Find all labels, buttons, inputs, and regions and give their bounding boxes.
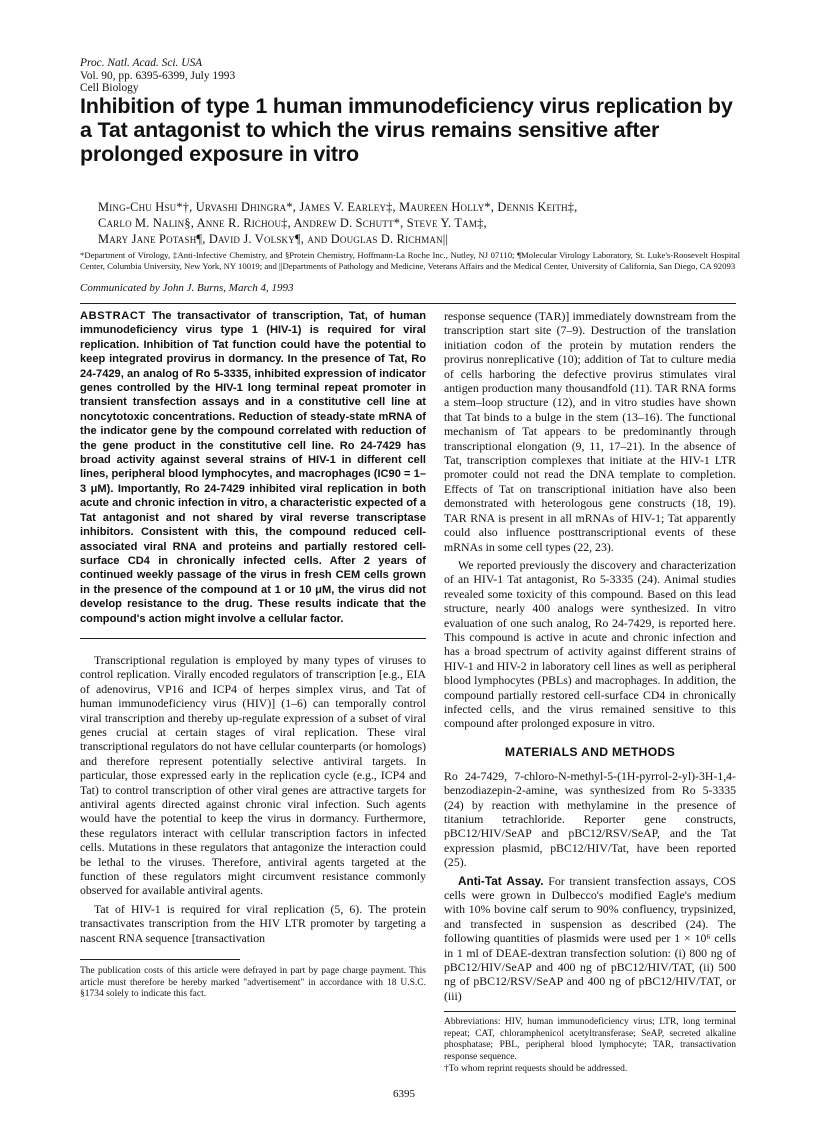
body-paragraph: We reported previously the discovery and characterization of an HIV-1 Tat antagonist, Ro 5-3335 (24). Animal studies revealed some toxicity of this compound. Based on this lead structure, nearly 400 analogs were synthesized. In vitro evaluation of one such analog, Ro 24-7429, is reported here. This compound is active in acute and chronic infection and has a broad spectrum of activity against different strains of HIV-1 and HIV-2 in laboratory cell lines as well as peripheral blood lymphocytes (PBLs) and macrophages. In addition, the compound partially restored cell-surface CD4 in chronically infected cells, and the virus remained sensitive to this compound after prolonged exposure in vitro.	[444, 557, 736, 731]
abstract-label: ABSTRACT	[80, 310, 146, 322]
journal-header	[80, 57, 235, 95]
anti-tat-label: Anti-Tat Assay.	[458, 873, 544, 888]
footnote-divider	[444, 1011, 736, 1012]
abstract-text: The transactivator of transcription, Tat, of human immunodeficiency virus type 1 (HIV-1) is required for viral replication. Inhibition of Tat function could have the potential to keep integrated provirus in dormancy. In the presence of Tat, Ro 24-7429, an analog of Ro 5-3335, inhibited expression of indicator genes controlled by the HIV-1 long terminal repeat promoter in transient transfection assays and in a constitutive cell line at noncytotoxic concentrations. Reduction of steady-state mRNA of the indicator gene by the compound correlated with reduction of the gene product in the constitutive cell line. Ro 24-7429 has broad activity against several strains of HIV-1 in different cell lines, peripheral blood lymphocytes, and macrophages (IC90 = 1–3 μM). Importantly, Ro 24-7429 inhibited viral replication in both acute and chronic infection in vitro, a characteristic expected of a Tat antagonist and not shared by viral reverse transcriptase inhibitors. Consistent with this, the compound reduced cell-associated viral RNA and proteins and partially restored cell-surface CD4 in chronically infected cells. After 2 years of continued weekly passage of the virus in fresh CEM cells grown in the presence of the compound at 1 or 10 μM, the virus did not develop resistance to the drug. These results indicate that the compound's action might involve a cellular factor.	[80, 310, 426, 625]
author-line: Ming-Chu Hsu*†, Urvashi Dhingra*, James V. Earley‡, Maureen Holly*, Dennis Keith‡,	[98, 200, 578, 214]
section-label: Cell Biology	[80, 82, 139, 94]
methods-paragraph: Ro 24-7429, 7-chloro-N-methyl-5-(1H-pyrrol-2-yl)-3H-1,4-benzodiazepin-2-amine, was synthesized from Ro 5-3335 (24) by reaction with methylamine in the presence of titanium tetrachloride. Reporter gene constructs, pBC12/HIV/SeAP and pBC12/RSV/SeAP, and the Tat expression plasmid, pBC12/HIV/Tat, have been reported (25).	[444, 768, 736, 870]
methods-paragraph	[444, 874, 736, 1004]
right-column	[444, 309, 736, 1075]
body-paragraph: Tat of HIV-1 is required for viral replication (5, 6). The protein transactivates transcription from the HIV LTR promoter by targeting a nascent RNA sequence [transactivation	[80, 901, 426, 945]
affiliations: *Department of Virology, ‡Anti-Infective Chemistry, and §Protein Chemistry, Hoffmann-La Roche Inc., Nutley, NJ 07110; ¶Molecular Virology Laboratory, St. Luke's-Roosevelt Hospital Center, Columbia University, New York, NY 10019; and ||Departments of Pathology and Medicine, Veterans Affairs and the Medical Center, University of California, San Diego, CA 92093	[80, 250, 740, 271]
reprint-note: †To whom reprint requests should be addressed.	[444, 1063, 628, 1074]
footnote-divider	[80, 959, 240, 960]
left-column	[80, 309, 426, 1001]
author-line: Mary Jane Potash¶, David J. Volsky¶, and Douglas D. Richman||	[98, 232, 449, 246]
abbreviations-note: Abbreviations: HIV, human immunodeficiency virus; LTR, long terminal repeat; CAT, chloramphenicol acetyltransferase; SeAP, secreted alkaline phosphatase; PBL, peripheral blood lymphocyte; TAR, transactivation response sequence.	[444, 1017, 736, 1063]
publication-cost-note: The publication costs of this article were defrayed in part by page charge payment. This article must therefore be hereby marked "advertisement" in accordance with 18 U.S.C. §1734 solely to indicate this fact.	[80, 966, 426, 1000]
author-line: Carlo M. Nalin§, Anne R. Richou‡, Andrew D. Schutt*, Steve Y. Tam‡,	[98, 216, 487, 230]
article-title: Inhibition of type 1 human immunodeficiency virus replication by a Tat antagonist to which the virus remains sensitive after prolonged exposure in vitro	[80, 94, 733, 166]
communicated-by: Communicated by John J. Burns, March 4, 1993	[80, 282, 294, 294]
section-heading: MATERIALS AND METHODS	[504, 744, 676, 759]
header-divider	[80, 303, 736, 304]
volume-line: Vol. 90, pp. 6395-6399, July 1993	[80, 69, 236, 82]
abstract	[80, 309, 426, 626]
anti-tat-text: For transient transfection assays, COS cells were grown in Dulbecco's modified Eagle's medium with 10% bovine calf serum to 90% confluency, trypsinized, and transfected in suspension as described (24). The following quantities of plasmids were used per 1 × 10⁶ cells in 1 ml of DEAE-dextran transfection solution: (i) 800 ng of pBC12/HIV/SeAP and 400 ng of pBC12/HIV/TAT, (ii) 500 ng of pBC12/RSV/SeAP and 400 ng of pBC12/HIV/TAT, or (iii)	[444, 873, 737, 1003]
abstract-divider	[80, 638, 426, 639]
page-number: 6395	[393, 1088, 415, 1100]
author-list	[98, 199, 738, 247]
body-paragraph: response sequence (TAR)] immediately downstream from the transcription start site (7–9). Destruction of the translation initiation codon of the protein by mutation renders the provirus nonreplicative (10); addition of Tat to culture media of cells harboring the defective provirus stimulates viral antigen production many thousandfold (11). TAR RNA forms a stem–loop structure (12), and in vitro studies have shown that Tat binds to a bulge in the stem (13–16). The functional mechanism of Tat appears to be predominantly through transcriptional elongation (9, 11, 17–21). In the absence of Tat, transcription complexes that initiate at the HIV-1 LTR promoter could not read the DNA template to completion. Effects of Tat on transcriptional initiation have also been demonstrated with heterologous gene constructs (18, 19). TAR RNA is present in all mRNAs of HIV-1; Tat apparently could also influence posttranscriptional events of these mRNAs in some cell types (22, 23).	[444, 309, 736, 554]
journal-name: Proc. Natl. Acad. Sci. USA	[80, 57, 203, 69]
body-paragraph: Transcriptional regulation is employed by many types of viruses to control replication. Virally encoded regulators of transcription [e.g., EIA of adenovirus, VP16 and ICP4 of herpes simplex virus, and Tat of human immunodeficiency virus (HIV)] (1–6) can temporally control viral transcription and thereby up-regulate expression of a subset of viral genes crucial at certain stages of viral replication. These viral transcriptional regulators do not have cellular counterparts (or homologs) and therefore represent potentially selective antiviral targets. In particular, those expressed early in the replication cycle (e.g., ICP4 and Tat) to control transcription of other viral genes are attractive targets for antiviral agents directed against chronic viral infection. Such agents would have the potential to keep the virus in dormancy. Furthermore, these regulators interact with cellular transcription factors in infected cells. Mutations in these regulators that antagonize the interaction could be lethal to the viruses. Therefore, antiviral agents targeted at the function of these regulators might circumvent resistance commonly observed for available antiviral agents.	[80, 652, 426, 898]
